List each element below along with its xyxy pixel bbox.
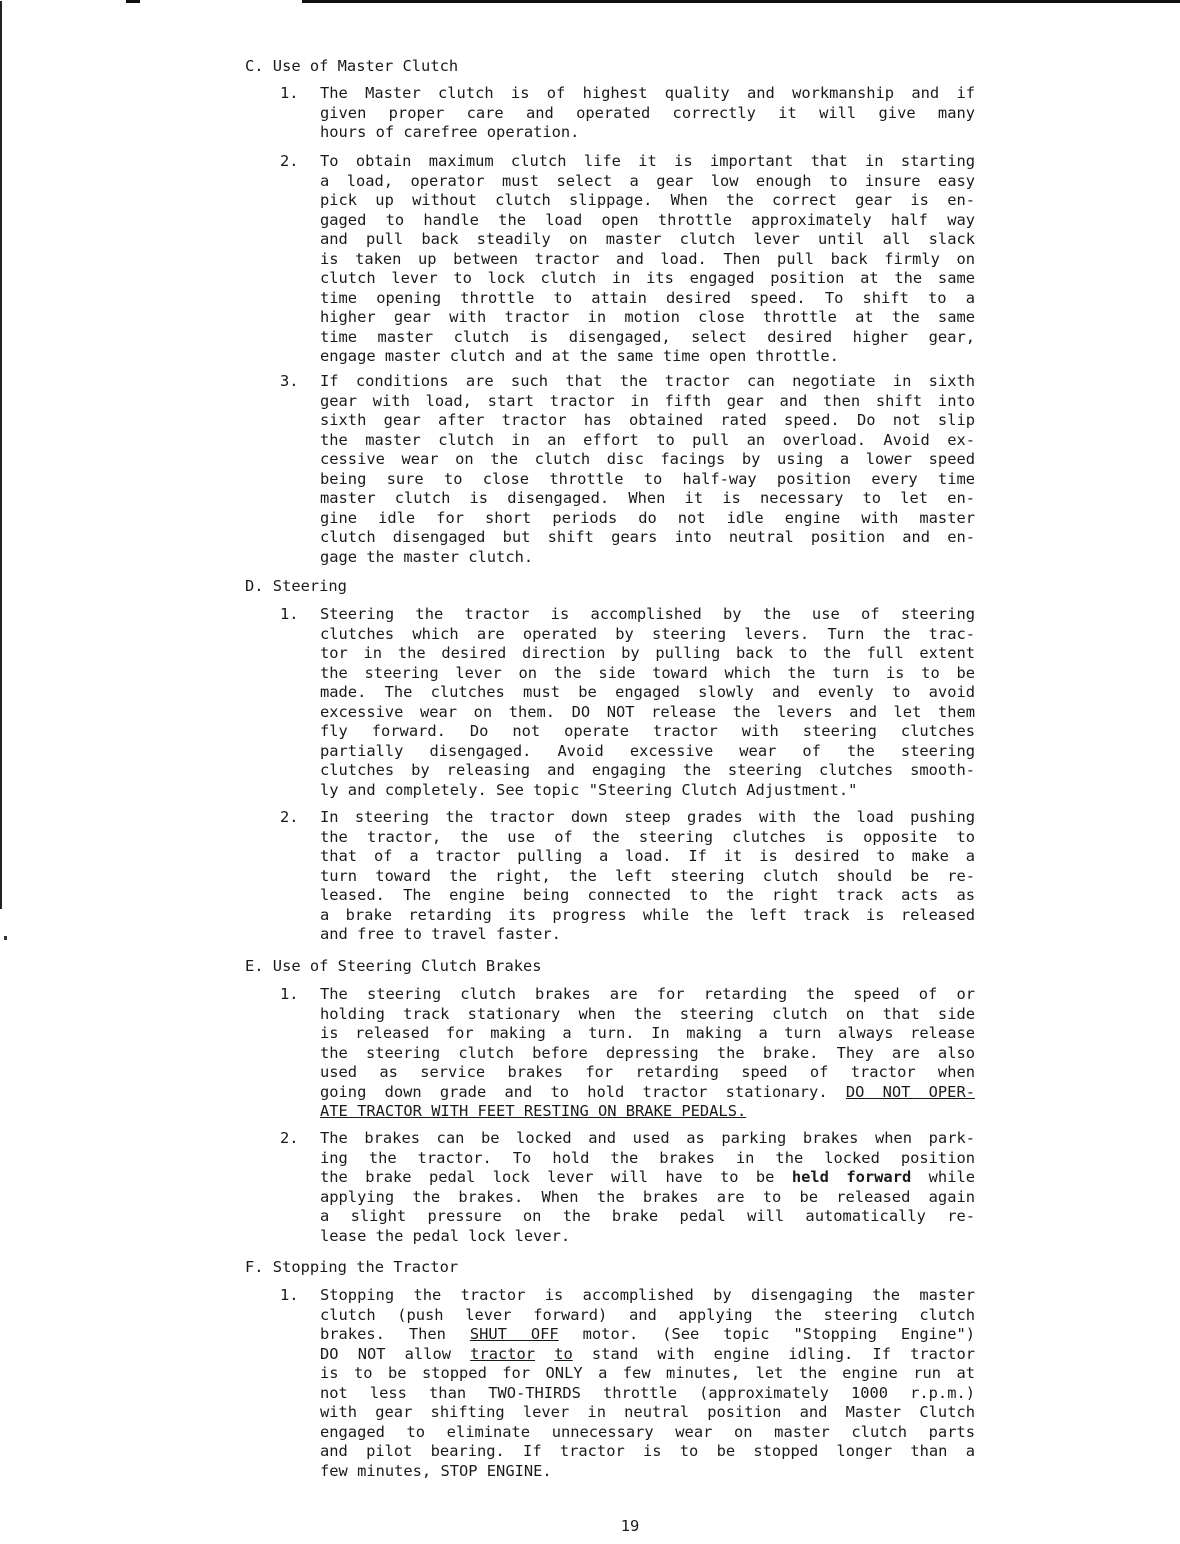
text-line: lease the pedal lock lever.: [320, 1226, 571, 1245]
paragraph: [320, 1286, 975, 1481]
text-line: turn toward the right, the left steering clutch should be re-: [320, 866, 975, 885]
list-item: [245, 1286, 975, 1481]
text-line: a slight pressure on the brake pedal will automatically re-: [320, 1207, 975, 1225]
text-line: [320, 1325, 975, 1345]
paragraph: [320, 808, 975, 945]
text-line: that of a tractor pulling a load. If it is desired to make a: [320, 847, 975, 865]
text-line: fly forward. Do not operate tractor with steering clutches: [320, 722, 975, 740]
list-item: [245, 372, 975, 567]
text-line: the master clutch in an effort to pull an overload. Avoid ex-: [320, 430, 975, 449]
text-line: cessive wear on the clutch disc facings by using a lower speed: [320, 450, 975, 468]
emphasis-text: held forward: [791, 1168, 912, 1186]
text-line: Stopping the tractor is accomplished by disengaging the master: [320, 1286, 975, 1304]
paragraph: [320, 84, 975, 143]
item-number: 1.: [280, 605, 299, 623]
item-number: 1.: [280, 84, 299, 102]
page-number: 19: [620, 1517, 640, 1535]
text-span: [535, 1345, 554, 1363]
item-number: 2.: [280, 808, 299, 826]
underlined-text: to: [554, 1344, 573, 1363]
list-item: [245, 152, 975, 367]
text-line: [320, 1083, 975, 1103]
underlined-text: tractor: [470, 1344, 536, 1363]
text-line: few minutes, STOP ENGINE.: [320, 1461, 552, 1480]
text-line: gaged to handle the load open throttle approximately half way: [320, 210, 975, 229]
text-span: motor. (See topic "Stopping Engine"): [558, 1325, 975, 1343]
text-line: and pull back steadily on master clutch lever until all slack: [320, 230, 975, 248]
paragraph: [320, 1129, 975, 1246]
text-line: made. The clutches must be engaged slowly and evenly to avoid: [320, 683, 975, 701]
text-line: time master clutch is disengaged, select desired higher gear,: [320, 327, 975, 346]
text-line: gine idle for short periods do not idle engine with master: [320, 508, 975, 527]
list-item: [245, 985, 975, 1122]
text-line: not less than TWO-THIRDS throttle (approximately 1000 r.p.m.): [320, 1383, 975, 1402]
section-heading-e: E. Use of Steering Clutch Brakes: [245, 957, 542, 975]
text-line: sixth gear after tractor has obtained rated speed. Do not slip: [320, 411, 975, 429]
text-line: is released for making a turn. In making a turn always release: [320, 1024, 975, 1042]
text-line: and free to travel faster.: [320, 925, 561, 943]
text-line: a load, operator must select a gear low enough to insure easy: [320, 171, 975, 190]
top-border-rule: [302, 0, 1180, 3]
item-number: 3.: [280, 372, 299, 390]
text-line: The Master clutch is of highest quality and workmanship and if: [320, 84, 975, 102]
text-line: [320, 1102, 975, 1122]
section-heading-d: D. Steering: [245, 577, 347, 595]
text-line: partially disengaged. Avoid excessive wear of the steering: [320, 741, 975, 760]
text-line: and pilot bearing. If tractor is to be stopped longer than a: [320, 1442, 975, 1460]
text-line: clutch (push lever forward) and applying the steering clutch: [320, 1305, 975, 1324]
list-item: [245, 84, 975, 143]
text-line: tor in the desired direction by pulling back to the full extent: [320, 644, 975, 662]
text-span: stand with engine idling. If tractor: [572, 1344, 975, 1363]
list-item: [245, 605, 975, 800]
text-line: engaged to eliminate unnecessary wear on master clutch parts: [320, 1422, 975, 1441]
text-line: leased. The engine being connected to the right track acts as: [320, 886, 975, 904]
text-line: gear with load, start tractor in fifth gear and then shift into: [320, 391, 975, 410]
text-line: In steering the tractor down steep grades with the load pushing: [320, 808, 975, 826]
paragraph: [320, 372, 975, 567]
text-line: is taken up between tractor and load. Then pull back firmly on: [320, 249, 975, 268]
text-line: hours of carefree operation.: [320, 123, 580, 141]
text-line: a brake retarding its progress while the left track is released: [320, 905, 975, 924]
text-line: being sure to close throttle to half-way position every time: [320, 469, 975, 488]
text-line: The brakes can be locked and used as parking brakes when park-: [320, 1129, 975, 1147]
item-number: 2.: [280, 152, 299, 170]
text-line: time opening throttle to attain desired speed. To shift to a: [320, 288, 975, 307]
text-line: clutch lever to lock clutch in its engaged position at the same: [320, 269, 975, 287]
underlined-text: SHUT OFF: [469, 1325, 559, 1343]
paragraph: [320, 985, 975, 1122]
scan-speck: [4, 936, 7, 940]
text-span: DO NOT allow: [320, 1344, 471, 1363]
text-line: master clutch is disengaged. When it is necessary to let en-: [320, 489, 975, 507]
list-item: [245, 1129, 975, 1246]
text-line: If conditions are such that the tractor can negotiate in sixth: [320, 372, 975, 390]
text-line: clutches which are operated by steering levers. Turn the trac-: [320, 624, 975, 643]
text-line: the steering lever on the side toward which the turn is to be: [320, 663, 975, 682]
text-line: higher gear with tractor in motion close throttle at the same: [320, 308, 975, 326]
left-border-rule: [0, 1, 2, 909]
text-line: Steering the tractor is accomplished by the use of steering: [320, 605, 975, 623]
section-heading-c: C. Use of Master Clutch: [245, 57, 459, 75]
text-line: is to be stopped for ONLY a few minutes, let the engine run at: [320, 1364, 975, 1382]
text-line: The steering clutch brakes are for retarding the speed of or: [320, 985, 975, 1003]
text-span: the brake pedal lock lever will have to be: [320, 1168, 792, 1186]
text-line: [320, 1345, 975, 1365]
text-line: clutch disengaged but shift gears into neutral position and en-: [320, 528, 975, 546]
paragraph: [320, 152, 975, 367]
text-line: To obtain maximum clutch life it is important that in starting: [320, 152, 975, 170]
list-item: [245, 808, 975, 945]
text-line: clutches by releasing and engaging the steering clutches smooth-: [320, 761, 975, 779]
text-line: engage master clutch and at the same time open throttle.: [320, 347, 839, 365]
section-heading-f: F. Stopping the Tractor: [245, 1258, 459, 1276]
text-line: gage the master clutch.: [320, 547, 534, 566]
text-line: ly and completely. See topic "Steering Clutch Adjustment.": [320, 780, 858, 799]
item-number: 2.: [280, 1129, 299, 1147]
text-line: pick up without clutch slippage. When the correct gear is en-: [320, 191, 975, 209]
top-edge-mark: [126, 0, 140, 3]
warning-text: DO NOT OPER-: [845, 1082, 975, 1101]
item-number: 1.: [280, 985, 299, 1003]
text-span: while: [911, 1168, 975, 1186]
text-line: with gear shifting lever in neutral position and Master Clutch: [320, 1403, 975, 1421]
warning-text: ATE TRACTOR WITH FEET RESTING ON BRAKE PEDALS.: [320, 1102, 747, 1120]
text-line: the steering clutch before depressing the brake. They are also: [320, 1043, 975, 1062]
text-line: the tractor, the use of the steering clutches is opposite to: [320, 827, 975, 846]
text-line: holding track stationary when the steering clutch on that side: [320, 1004, 975, 1023]
text-line: used as service brakes for retarding speed of tractor when: [320, 1063, 975, 1081]
item-number: 1.: [280, 1286, 299, 1304]
text-line: ing the tractor. To hold the brakes in the locked position: [320, 1148, 975, 1167]
text-span: brakes. Then: [320, 1325, 470, 1343]
text-line: applying the brakes. When the brakes are to be released again: [320, 1187, 975, 1206]
text-line: excessive wear on them. DO NOT release the levers and let them: [320, 702, 975, 721]
paragraph: [320, 605, 975, 800]
text-line: [320, 1168, 975, 1188]
text-span: going down grade and to hold tractor stationary.: [320, 1082, 846, 1101]
text-line: given proper care and operated correctly it will give many: [320, 103, 975, 122]
